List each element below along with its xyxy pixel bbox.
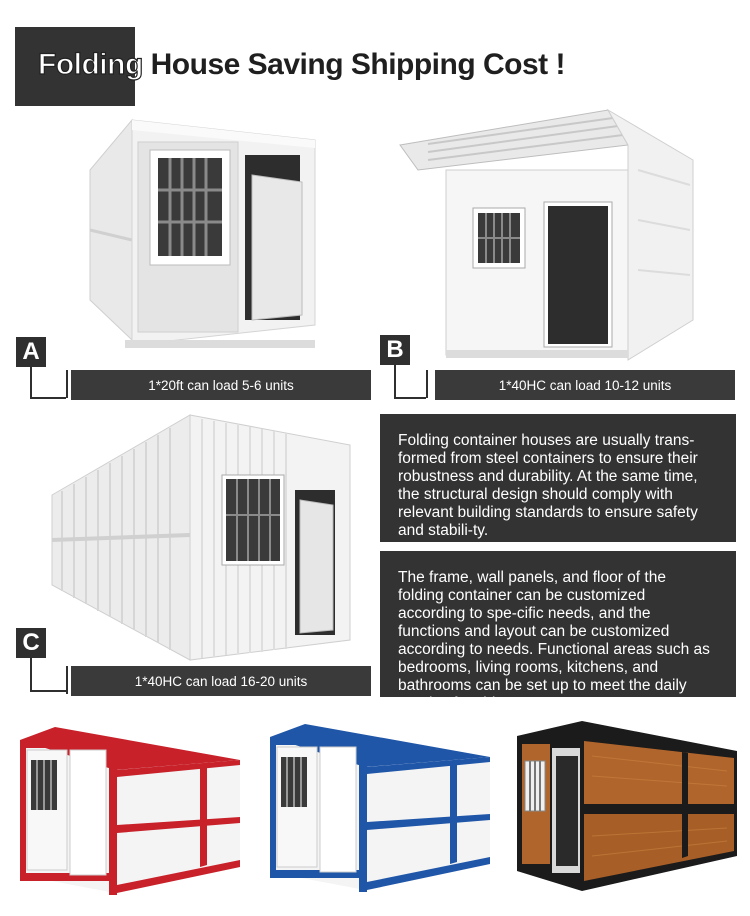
connector-tick [66, 666, 68, 694]
caption-bar-a: 1*20ft can load 5-6 units [71, 370, 371, 400]
container-house-image-b [398, 100, 698, 365]
caption-bar-c: 1*40HC can load 16-20 units [71, 666, 371, 696]
container-house-image-c [50, 405, 355, 670]
connector-tick [66, 370, 68, 398]
page-title [38, 48, 565, 82]
container-house-blue-frame [265, 722, 495, 894]
connector-b [394, 365, 426, 399]
container-house-red-frame [15, 725, 245, 895]
badge-letter-b: B [380, 335, 410, 365]
description-box-customization: The frame, wall panels, and floor of the folding container can be customized according to spe-cific needs, and the functions and layout can be customized according to needs. Functional areas such as bedrooms, living rooms, kitchens, and bathrooms can be set up to meet the daily needs of residents. [380, 551, 736, 697]
connector-tick [426, 370, 428, 398]
title-text: House Saving Shipping Cost ! [150, 48, 565, 81]
connector-a [30, 367, 66, 399]
connector-c [30, 658, 66, 692]
description-box-structure: Folding container houses are usually trans-formed from steel containers to ensure their robustness and durability. At the same time, the structural design should comply with relevant building standards to ensure safety and stabili-ty. [380, 414, 736, 542]
badge-letter-a: A [16, 337, 46, 367]
container-house-wood-panel [512, 716, 740, 894]
container-house-image-a [80, 110, 320, 365]
title-highlight-word: Folding [38, 48, 143, 81]
badge-letter-c: C [16, 628, 46, 658]
caption-bar-b: 1*40HC can load 10-12 units [435, 370, 735, 400]
